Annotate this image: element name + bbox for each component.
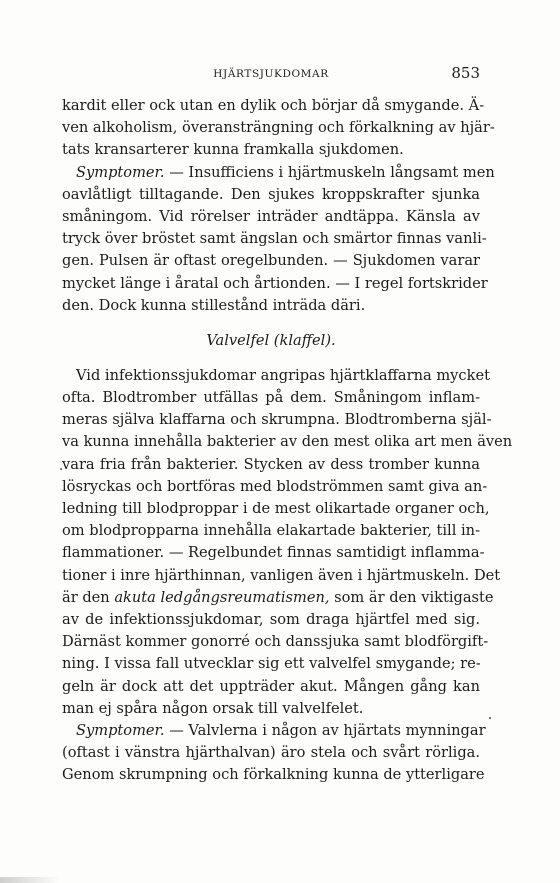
text-run: Vid infektionssjukdomar angripas hjärtklaffarna mycket: [76, 366, 490, 384]
section-heading: Valvelfel (klaffel).: [206, 331, 336, 349]
text-line: [62, 764, 485, 786]
text-line: [62, 609, 480, 631]
text-line: [62, 365, 490, 387]
text-run: va kunna innehålla bakterier av den mest olika art men även: [62, 433, 513, 451]
body-text: [62, 95, 513, 786]
paragraph: [62, 162, 495, 317]
text-line: [62, 476, 488, 498]
page-speck: [60, 468, 62, 470]
text-line: [62, 117, 495, 139]
text-run: — Valvlerna i någon av hjärtats mynningar: [164, 721, 486, 739]
text-line: [62, 250, 480, 272]
text-run: (oftast i vänstra hjärthalvan) äro stela och svårt rörliga.: [62, 744, 480, 762]
section-paragraphs: [62, 365, 513, 787]
text-run: Genom skrumpning och förkalkning kunna de ytterligare: [62, 766, 485, 784]
text-run: vara fria från bakterier. Stycken av dess tromber kunna: [62, 455, 480, 473]
text-run: tats kransarterer kunna framkalla sjukdomen.: [62, 141, 404, 159]
page-speck: [489, 717, 491, 719]
paragraph: [62, 720, 486, 787]
text-run: man ej spåra någon orsak till valvelfelet.: [62, 699, 364, 717]
text-line: [62, 520, 480, 542]
text-run: tryck över bröstet samt ängslan och smärtor finnas vanli-: [62, 230, 487, 248]
text-run: ofta. Blodtromber utfällas på dem. Småningom inflam-: [62, 389, 480, 407]
text-run: som är den viktigaste: [329, 588, 494, 606]
text-line: [62, 95, 485, 117]
text-run: ning. I vissa fall utvecklar sig ett valvelfel smygande; re-: [62, 655, 481, 673]
text-run: är den: [62, 588, 115, 606]
text-line: [62, 273, 488, 295]
text-line: [62, 742, 480, 764]
text-line: [62, 184, 480, 206]
text-line: [62, 676, 480, 698]
text-line: [62, 431, 513, 453]
text-line: [62, 498, 490, 520]
text-line: [62, 228, 487, 250]
text-run: om blodpropparna innehålla elakartade bakterier, till in-: [62, 522, 481, 540]
page-edge-shadow: [0, 877, 60, 883]
text-run: — Insufficiens i hjärtmuskeln långsamt men: [164, 163, 495, 181]
italic-run: Symptomer.: [76, 163, 165, 181]
text-run: ven alkoholism, överansträngning och förkalkning av hjär-: [62, 119, 495, 137]
text-run: småningom. Vid rörelser inträder andtäppa. Känsla av: [62, 207, 480, 225]
text-run: Därnäst kommer gonorré och danssjuka samt blodförgift-: [62, 633, 489, 651]
section-gap: [62, 317, 480, 327]
text-line: [62, 565, 501, 587]
text-line: [62, 454, 480, 476]
italic-run: Symptomer.: [76, 721, 165, 739]
text-run: meras själva klaffarna och skrumpna. Blodtromberna själ-: [62, 411, 492, 429]
section-gap: [62, 355, 480, 365]
text-line: [62, 653, 480, 675]
intro-paragraphs: [62, 95, 495, 317]
text-run: oavlåtligt tilltagande. Den sjukes kroppskrafter sjunka: [62, 185, 480, 203]
text-run: av de infektionssjukdomar, som draga hjärtfel med sig.: [62, 610, 480, 628]
italic-run: akuta ledgångsreumatismen,: [114, 588, 330, 606]
text-run: lösryckas och bortföras med blodströmmen samt giva an-: [62, 477, 488, 495]
text-line: [62, 542, 485, 564]
text-line: [62, 206, 480, 228]
text-run: kardit eller ock utan en dylik och börjar då smygande. Ä-: [62, 97, 485, 114]
text-line: [62, 720, 486, 742]
text-line: [62, 387, 480, 409]
text-line: [62, 698, 480, 720]
page-number: 853: [451, 64, 480, 82]
running-head: HJÄRTSJUKDOMAR: [213, 68, 329, 80]
text-line: [62, 295, 480, 317]
text-line: [62, 587, 494, 609]
page-header: [62, 64, 480, 84]
text-run: den. Dock kunna stillestånd inträda däri.: [62, 296, 366, 314]
paragraph: [62, 95, 495, 162]
text-line: [62, 631, 489, 653]
text-run: ledning till blodproppar i de mest olikartade organer och,: [62, 500, 490, 517]
text-line: [62, 139, 480, 161]
text-run: tioner i inre hjärthinnan, vanligen även i hjärtmuskeln. Det: [62, 566, 501, 584]
text-run: gen. Pulsen är oftast oregelbunden. — Sjukdomen varar: [62, 252, 480, 270]
text-run: geln är dock att det uppträder akut. Mången gång kan: [62, 677, 480, 695]
text-run: flammationer. — Regelbundet finnas samtidigt inflamma-: [62, 544, 485, 562]
paragraph: [62, 365, 513, 720]
text-run: mycket länge i åratal och årtionden. — I regel fortskrider: [62, 274, 488, 292]
text-line: [62, 409, 492, 431]
text-line: [62, 162, 495, 184]
